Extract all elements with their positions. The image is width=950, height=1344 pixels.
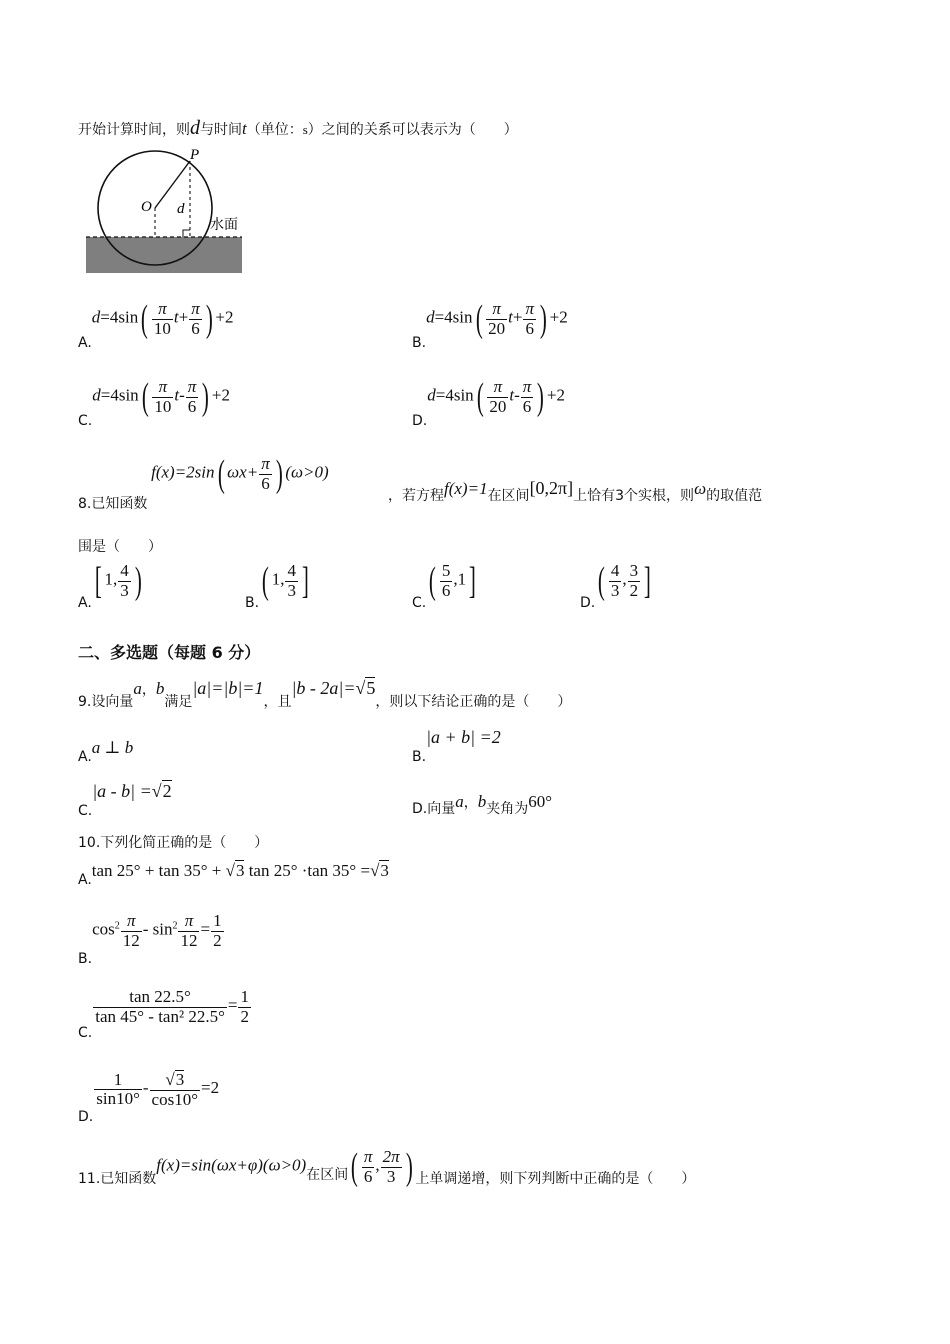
q9-c-root: 2 xyxy=(162,781,172,801)
q10-a-root: 3 xyxy=(235,861,245,880)
q10-b-frac2: $\frac{\pi}{12}$ xyxy=(180,911,198,950)
q8-stem-2 xyxy=(388,478,763,504)
q8-option-a: A.[ 1, $\frac{4}{3}$ ) xyxy=(78,560,142,611)
q7-lhs: d xyxy=(427,385,436,405)
q10-d-result: =2 xyxy=(201,1078,220,1098)
q9-a: a xyxy=(133,679,142,698)
intro-text-2: 与时间 xyxy=(200,122,242,138)
label-p: P xyxy=(190,147,200,163)
intro-line xyxy=(78,117,518,140)
q7-frac-b: $\frac{\pi}{6}$ xyxy=(191,299,200,338)
q8-suffix: 上恰有3个实根，则 xyxy=(573,488,695,504)
var-t: t xyxy=(242,119,247,138)
section-title: 二、多选题（每题 6 分） xyxy=(78,643,261,662)
q8-frac: $\frac{\pi}{6}$ xyxy=(261,454,270,493)
q9-d-mid: 夹角为 xyxy=(486,801,529,817)
q7-eq: =4sin xyxy=(100,307,139,327)
q9-cond2-root: 5 xyxy=(366,678,376,698)
q7-option-d: D.d=4sin( $\frac{\pi}{20}$ t- $\frac{\pi}{6}$ ) +2 xyxy=(412,376,566,429)
q9-b-letter: B. xyxy=(412,749,427,765)
q7-frac-b: $\frac{\pi}{6}$ xyxy=(525,299,535,338)
q9-option-c: C.|a - b| =√2 xyxy=(78,781,172,819)
q10-d-letter: D. xyxy=(78,1109,94,1126)
q11-func: f(x)=sin(ωx+φ)(ω>0) xyxy=(156,1155,307,1175)
q7-frac-b: $\frac{\pi}{6}$ xyxy=(187,377,197,416)
q9-c-letter: C. xyxy=(78,803,93,819)
label-d: d xyxy=(177,201,185,217)
q8-prefix: 8.已知函数 xyxy=(78,495,148,512)
q8-inner: ωx+ xyxy=(227,462,259,482)
q9-satisfy: 满足 xyxy=(164,694,193,710)
q7-tail: +2 xyxy=(546,385,566,405)
q8-letter: C. xyxy=(412,594,427,611)
var-d: d xyxy=(190,117,200,139)
water-wheel-figure xyxy=(84,145,254,275)
q10-b-sq: 2 xyxy=(114,920,120,932)
q7-frac-a: $\frac{\pi}{20}$ xyxy=(489,377,507,416)
q11-prefix: 11.已知函数 xyxy=(78,1170,157,1187)
q7-letter: B. xyxy=(412,334,427,351)
q8-func: f(x)=2sin xyxy=(151,462,215,482)
q11-frac-a: $\frac{\pi}{6}$ xyxy=(363,1147,373,1186)
q10-b-result: $\frac{1}{2}$ xyxy=(213,911,222,950)
q10-option-c: C. $\frac{\tan 22.5^\circ}{\text{tan 45° - tan² 22.5°}}$ = $\frac{1}{2}$ xyxy=(78,987,249,1041)
q7-frac-b: $\frac{\pi}{6}$ xyxy=(522,377,532,416)
q8-line2: 围是（ ） xyxy=(78,539,162,555)
q8-suffix2: 的取值范 xyxy=(706,488,763,504)
q10-b-sq2: 2 xyxy=(172,920,178,932)
radius-op xyxy=(155,161,190,208)
q10-a-letter: A. xyxy=(78,872,92,888)
q8-interval: [0,2π] xyxy=(529,478,574,498)
q10-b-minus: - sin xyxy=(142,919,173,939)
q7-frac-a: $\frac{\pi}{10}$ xyxy=(154,377,172,416)
q10-option-d xyxy=(78,1069,220,1126)
q7-letter: A. xyxy=(78,334,92,351)
q7-frac-a: $\frac{\pi}{20}$ xyxy=(488,299,506,338)
q9-option-b xyxy=(412,727,501,765)
q9-cond1: |a|=|b|=1 xyxy=(192,678,264,698)
q8-eqn: f(x)=1 xyxy=(444,479,488,498)
intro-text-1: 开始计算时间，则 xyxy=(78,122,190,138)
q9-prefix: 9.设向量 xyxy=(78,694,134,710)
q8-interval-text: 在区间 xyxy=(487,488,530,504)
q9-comma: ， xyxy=(141,682,156,698)
right-angle-mark xyxy=(183,230,190,237)
q10-option-b: $B.\cos^2$ $\frac{\pi}{12}$ - $\sin^2$ $\frac{\pi}{12}$ = $\frac{1}{2}$ xyxy=(78,911,222,967)
q10-a-expr2: tan 25° ·tan 35° = xyxy=(244,861,371,880)
q10-a-root2: 3 xyxy=(380,861,389,880)
q10-b-cos: cos xyxy=(92,919,115,939)
q11-interval-text: 在区间 xyxy=(306,1166,349,1183)
q7-tail: +2 xyxy=(215,307,234,327)
q8-mid: ，若方程 xyxy=(388,488,444,504)
q9-b: b xyxy=(155,679,165,698)
q10-b-letter: B. xyxy=(78,950,93,967)
intro-unit-close: ）之间的关系可以表示为（ ） xyxy=(307,122,518,138)
q10-prefix: 10.下列化简正确的是（ ） xyxy=(78,835,269,851)
q9-b-expr: |a + b| =2 xyxy=(426,727,501,747)
q7-tail: +2 xyxy=(549,307,568,327)
q9-d-letter: D. xyxy=(412,801,428,817)
q7-eq: =4sin xyxy=(435,385,474,405)
q8-omega: ω xyxy=(694,479,707,498)
q8-letter: B. xyxy=(245,594,260,611)
q8-letter: D. xyxy=(580,594,596,611)
q11-frac-b: $\frac{2\pi}{3}$ xyxy=(382,1147,400,1186)
q7-tail: +2 xyxy=(211,385,231,405)
q9-stem: 9.设向量a，b满足|a|=|b|=1，且|b - 2a|=√5，则以下结论正确的是（ ） xyxy=(78,678,572,710)
q8-stem: 8.已知函数 f(x)=2sin( ωx+ $\frac{\pi}{6}$ ) (ω>0) xyxy=(78,453,329,512)
q10-d-frac2: $\frac{√3}{\cos 10^\circ}$ xyxy=(151,1070,199,1109)
q11-stem: 11.已知函数f(x)=sin(ωx+φ)(ω>0)在区间( $\frac{\pi}{6}$ , $\frac{2\pi}{3}$ ) 上单调递增，则下列判断中正确的是（ ） xyxy=(78,1146,696,1189)
q8-option-c: C.( $\frac{5}{6}$ ,1] xyxy=(412,560,476,611)
q7-letter: C. xyxy=(78,412,93,429)
q7-option-b: B.d=4sin( $\frac{\pi}{20}$ t+ $\frac{\pi}{6}$ ) +2 xyxy=(412,298,568,351)
q7-option-c: C.d=4sin( $\frac{\pi}{10}$ t- $\frac{\pi}{6}$ ) +2 xyxy=(78,376,231,429)
q10-c-letter: C. xyxy=(78,1024,93,1041)
q7-letter: D. xyxy=(412,412,428,429)
label-o: O xyxy=(141,199,152,215)
q9-d-angle: 60° xyxy=(528,792,553,811)
q7-lhs: d xyxy=(91,307,101,327)
q9-option-d xyxy=(412,792,553,817)
q9-d-b: b xyxy=(477,792,487,811)
q9-d-comma: ， xyxy=(463,795,478,811)
q10-d-minus: - xyxy=(142,1078,149,1098)
q10-a-expr1: tan 25° + tan 35° + xyxy=(91,861,226,880)
q9-d-text: 向量 xyxy=(427,801,456,817)
q8-option-b: B.( 1, $\frac{4}{3}$ ] xyxy=(245,560,309,611)
q9-a-expr: a ⊥ b xyxy=(91,738,134,757)
q10-option-a: A.tan 25° + tan 35° + √3 tan 25° ·tan 35° =√3 xyxy=(78,861,389,888)
q10-c-frac: $\frac{\tan 22.5^\circ}{\text{tan 45° - tan² 22.5°}}$ xyxy=(95,987,225,1026)
label-water: 水面 xyxy=(210,217,238,233)
q9-c-expr: |a - b| = xyxy=(92,781,152,801)
q7-option-a: A.d=4sin( $\frac{\pi}{10}$ t+ $\frac{\pi}{6}$ ) +2 xyxy=(78,298,234,351)
intro-unit: s xyxy=(302,122,308,137)
q7-eq: =4sin xyxy=(100,385,139,405)
intro-unit-open: （单位： xyxy=(246,122,303,138)
q10-d-frac1: $\frac{1}{\sin 10^\circ}$ xyxy=(96,1069,140,1109)
q9-d-a: a xyxy=(455,792,464,811)
q10-c-result: $\frac{1}{2}$ xyxy=(240,987,249,1026)
q9-suffix: ，则以下结论正确的是（ ） xyxy=(375,694,572,710)
q7-eq: =4sin xyxy=(434,307,473,327)
q9-a-letter: A. xyxy=(78,749,92,765)
q8-cond: (ω>0) xyxy=(285,462,329,482)
q10-b-frac1: $\frac{\pi}{12}$ xyxy=(122,911,140,950)
q8-option-d: D.( $\frac{4}{3}$ , $\frac{3}{2}$ ] xyxy=(580,560,651,611)
q9-and: ，且 xyxy=(263,694,292,710)
q9-option-a xyxy=(78,738,134,765)
q11-suffix: 上单调递增，则下列判断中正确的是（ ） xyxy=(415,1170,696,1187)
q7-lhs: d xyxy=(426,307,435,327)
q9-cond2: |b - 2a|= xyxy=(291,678,356,698)
q7-frac-a: $\frac{\pi}{10}$ xyxy=(153,299,171,338)
q7-lhs: d xyxy=(92,385,101,405)
q8-letter: A. xyxy=(78,594,92,611)
